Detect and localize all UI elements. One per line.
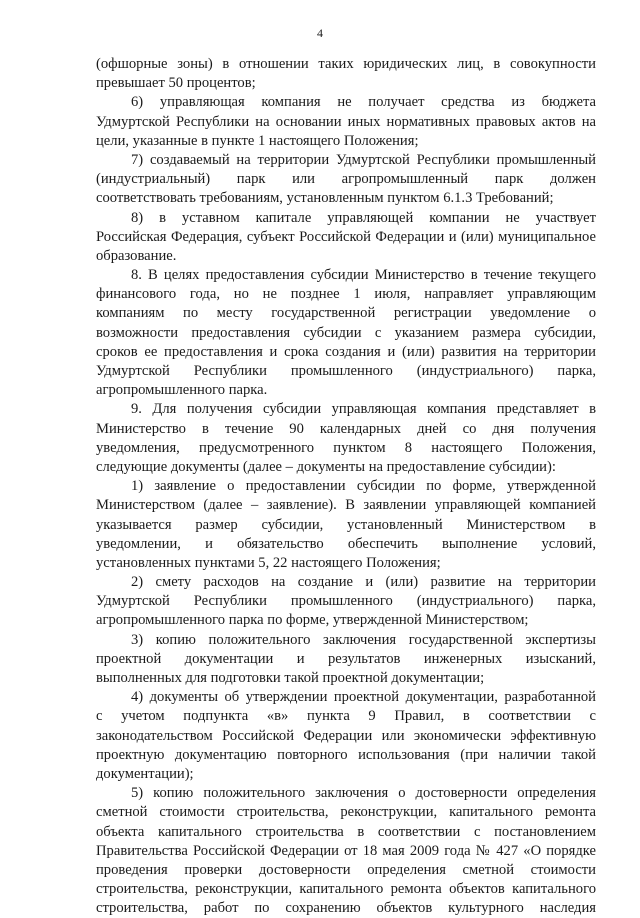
text-line: Удмуртской Республики промышленного (индустриального) парка, — [96, 593, 596, 610]
text-line: 6) управляющая компания не получает средства из бюджета — [131, 94, 596, 111]
text-line: уведомлении, и обязательство обеспечить выполнение условий, — [96, 535, 596, 552]
text-line: законодательством Российской Федерации или экономически эффективную — [96, 727, 596, 744]
text-line: установленных пунктами 5, 22 настоящего Положения; — [96, 554, 441, 571]
text-line: 8. В целях предоставления субсидии Министерство в течение текущего — [131, 267, 596, 284]
text-line: Российская Федерация, субъект Российской Федерации и (или) муниципальное — [96, 228, 596, 245]
text-line: агропромышленного парка по форме, утвержденной Министерством; — [96, 612, 529, 629]
text-line: сметной стоимости строительства, реконструкции, капитального ремонта — [96, 804, 596, 821]
text-line: уведомления, предусмотренного пунктом 8 настоящего Положения, — [96, 439, 596, 456]
text-line: объекта капитального строительства в соответствии с постановлением — [96, 823, 596, 840]
text-line: с учетом подпункта «в» пункта 9 Правил, в соответствии с — [96, 708, 596, 725]
text-line: (индустриальный) парк или агропромышленный парк должен — [96, 171, 596, 188]
text-line: возможности предоставления субсидии с указанием размера субсидии, — [96, 324, 596, 341]
text-line: компаниям по месту государственной регистрации уведомление о — [96, 305, 596, 322]
text-line: 3) копию положительного заключения государственной экспертизы — [131, 631, 596, 648]
text-line: финансового года, но не позднее 1 июля, направляет управляющим — [96, 286, 596, 303]
text-line: 5) копию положительного заключения о достоверности определения — [131, 785, 596, 802]
text-line: соответствовать требованиям, установленным пунктом 6.1.3 Требований; — [96, 190, 554, 207]
text-line: Удмуртской Республики промышленного (индустриального) парка, — [96, 363, 596, 379]
text-line: Правительства Российской Федерации от 18 мая 2009 года № 427 «О порядке — [96, 842, 596, 859]
text-line: строительства, работ по сохранению объектов культурного наследия — [96, 900, 596, 917]
text-line: проектную документацию повторного использования (при наличии такой — [96, 746, 596, 763]
text-line: цели, указанные в пункте 1 настоящего Положения; — [96, 132, 419, 149]
text-line: агропромышленного парка. — [96, 382, 268, 399]
text-line: указывается размер субсидии, установленный Министерством в — [96, 516, 596, 533]
document-body — [96, 55, 596, 918]
text-line: проектной документации и результатов инженерных изысканий, — [96, 650, 596, 667]
text-line: 8) в уставном капитале управляющей компании не участвует — [131, 209, 596, 226]
text-line: образование. — [96, 247, 177, 264]
text-line: Министерством (далее – заявление). В заявлении управляющей компанией — [96, 497, 596, 514]
text-line: 4) документы об утверждении проектной документации, разработанной — [131, 689, 596, 706]
page-number: 4 — [317, 26, 323, 40]
text-line: 9. Для получения субсидии управляющая компания представляет в — [131, 401, 596, 418]
text-line: выполненных для подготовки такой проектной документации; — [96, 670, 485, 686]
text-line: проведения проверки достоверности определения сметной стоимости — [96, 861, 596, 878]
text-line: документации); — [96, 765, 194, 782]
text-line: 2) смету расходов на создание и (или) развитие на территории — [131, 574, 596, 591]
text-line: Удмуртской Республики на основании иных нормативных правовых актов на — [96, 113, 596, 130]
text-line: 7) создаваемый на территории Удмуртской Республики промышленный — [131, 151, 596, 168]
text-line: следующие документы (далее – документы на предоставление субсидии): — [96, 458, 556, 475]
text-line: 1) заявление о предоставлении субсидии по форме, утвержденной — [131, 478, 596, 495]
text-line: сроков ее предоставления и срока создания и (или) развития на территории — [96, 343, 596, 360]
text-line: строительства, реконструкции, капитального ремонта объектов капитального — [96, 881, 596, 898]
text-line: (офшорные зоны) в отношении таких юридических лиц, в совокупности — [96, 56, 596, 72]
text-line: превышает 50 процентов; — [96, 75, 256, 92]
text-line: Министерство в течение 90 календарных дней со дня получения — [96, 420, 596, 437]
